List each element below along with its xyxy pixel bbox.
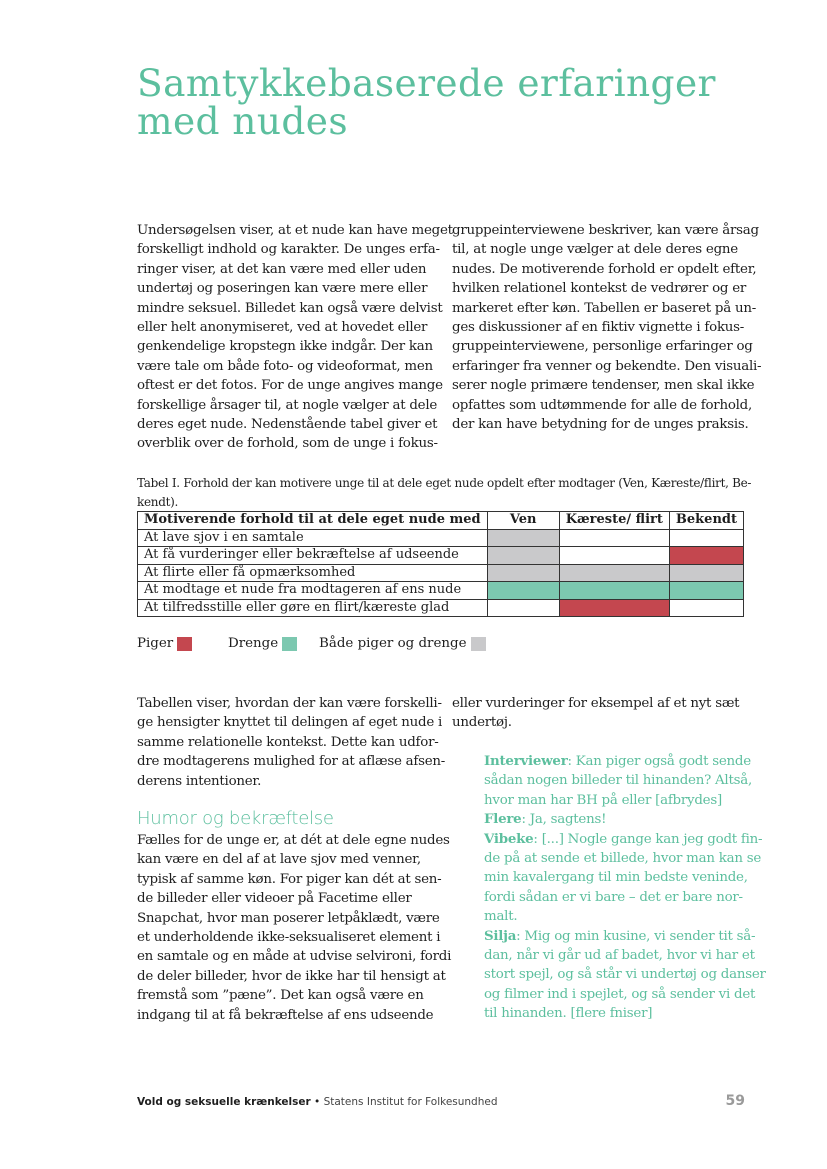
text-line: til, at nogle unge vælger at dele deres egne xyxy=(452,242,738,258)
legend-boys-swatch xyxy=(282,637,297,651)
table-caption xyxy=(137,474,752,512)
header-acquaintance: Bekendt xyxy=(669,512,743,530)
text-line: hvilken relationel kontekst de vedrører og er xyxy=(452,281,747,297)
factor-label: At lave sjov i en samtale xyxy=(138,529,488,547)
table-row xyxy=(138,599,744,617)
quote-text: hvor man har BH på eller [afbrydes] xyxy=(484,792,722,808)
text-line: gruppeinterviewene, personlige erfaringer og xyxy=(452,339,753,355)
text-line: ges diskussioner af en fiktiv vignette i fokus- xyxy=(452,320,745,336)
text-line: undertøj og poseringen kan være mere eller xyxy=(137,281,428,297)
legend-boys xyxy=(228,636,297,651)
text-line: et underholdende ikke-seksualiseret element i xyxy=(137,930,441,946)
text-line: fremstå som ”pæne”. Det kan også være en xyxy=(137,988,424,1004)
quote-line xyxy=(484,946,754,965)
section-subheading: Humor og bekræftelse xyxy=(137,808,334,830)
quote-text: Kan piger også godt sende xyxy=(575,754,751,769)
quote-line: Silja: Mig og min kusine, vi sender tit så- xyxy=(484,927,756,944)
legend-girls xyxy=(137,636,192,651)
quote-line xyxy=(484,888,754,907)
quote-line xyxy=(484,907,754,926)
quote-line xyxy=(484,791,754,810)
text-line: indgang til at få bekræftelse af ens udseende xyxy=(137,1007,434,1023)
table-row xyxy=(138,529,744,547)
category-cell xyxy=(559,529,669,547)
interview-quote xyxy=(484,752,766,1024)
caption-line: Tabel I. Forhold der kan motivere unge til at dele eget nude opdelt efter modtager (Ven, Kæreste/flirt, Be- xyxy=(137,476,752,490)
factor-label: At tilfredsstille eller gøre en flirt/kæreste glad xyxy=(138,599,488,617)
category-cell xyxy=(559,564,669,582)
text-line: serer nogle primære tendenser, men skal ikke xyxy=(452,378,755,394)
page-footer xyxy=(137,1094,745,1112)
text-line: erfaringer fra venner og bekendte. Den visuali- xyxy=(452,358,762,374)
text-line: derens intentioner. xyxy=(137,773,262,789)
category-cell xyxy=(559,582,669,600)
motivation-table xyxy=(137,511,744,617)
quote-text: fordi sådan er vi bare – det er bare nor- xyxy=(484,889,743,905)
caption-line: kendt). xyxy=(137,495,179,509)
table-row xyxy=(138,582,744,600)
category-cell xyxy=(669,529,743,547)
quote-line: Flere: Ja, sagtens! xyxy=(484,811,607,828)
text-line: der kan have betydning for de unges praksis. xyxy=(452,417,749,433)
quote-text: til hinanden. [flere fniser] xyxy=(484,1006,653,1022)
table-header-row xyxy=(138,512,744,530)
footer-organization: Statens Institut for Folkesundhed xyxy=(323,1096,498,1108)
footer-publication-title: Vold og seksuelle krænkelser xyxy=(137,1096,311,1108)
factor-label: At flirte eller få opmærksomhed xyxy=(138,564,488,582)
text-line: typisk af samme køn. For piger kan dét at sen- xyxy=(137,871,442,887)
category-cell xyxy=(559,547,669,565)
legend-girls-label: Piger xyxy=(137,636,174,651)
speaker-name: Silja xyxy=(484,927,517,944)
text-line: genkendelige kropstegn ikke indgår. Der kan xyxy=(137,339,433,355)
text-line: de deler billeder, hvor de ikke har til hensigt at xyxy=(137,968,446,984)
quote-line xyxy=(484,1004,754,1023)
text-line: Fælles for de unge er, at dét at dele egne nudes xyxy=(137,833,450,849)
legend-boys-label: Drenge xyxy=(228,636,279,651)
text-line: forskelligt indhold og karakter. De unges erfa- xyxy=(137,242,440,258)
text-line: Undersøgelsen viser, at et nude kan have meget xyxy=(137,223,453,238)
quote-text: malt. xyxy=(484,909,518,925)
category-cell xyxy=(487,547,559,565)
quote-text: dan, når vi går ud af badet, hvor vi har et xyxy=(484,948,755,964)
quote-line xyxy=(484,965,766,984)
category-cell xyxy=(669,582,743,600)
quote-line xyxy=(484,849,762,868)
body-left-paragraph xyxy=(137,694,446,791)
body-left-column xyxy=(137,694,452,1025)
quote-text: [...] Nogle gange kan jeg godt fin- xyxy=(541,831,763,847)
footer-separator: • xyxy=(310,1096,324,1108)
text-line: kan være en del af at lave sjov med venner, xyxy=(137,852,421,868)
text-line: ringer viser, at det kan være med eller uden xyxy=(137,261,427,277)
text-line: nudes. De motiverende forhold er opdelt efter, xyxy=(452,261,757,277)
title-line: Samtykkebaserede erfaringer xyxy=(137,61,716,105)
category-cell xyxy=(669,547,743,565)
category-cell xyxy=(559,599,669,617)
text-line: eller vurderinger for eksempel af et nyt sæt xyxy=(452,696,740,711)
text-line: være tale om både foto- og videoformat, men xyxy=(137,358,433,374)
text-line: Snapchat, hvor man poserer letpåklædt, være xyxy=(137,910,440,926)
category-cell xyxy=(669,599,743,617)
quote-text: min kavalergang til min bedste veninde, xyxy=(484,870,748,886)
footer-publication xyxy=(137,1096,498,1108)
quote-line xyxy=(484,868,754,887)
body-left-paragraph xyxy=(137,831,452,1025)
quote-text: Ja, sagtens! xyxy=(529,812,607,828)
body-right-paragraph xyxy=(452,694,744,733)
table-row xyxy=(138,547,744,565)
text-line: oftest er det fotos. For de unge angives mange xyxy=(137,378,443,394)
speaker-name: Vibeke xyxy=(484,830,534,847)
quote-line: Interviewer: Kan piger også godt sende xyxy=(484,753,751,769)
text-line: undertøj. xyxy=(452,715,512,731)
page-title xyxy=(137,61,777,143)
legend-both-label: Både piger og drenge xyxy=(319,636,467,651)
text-line: opfattes som udtømmende for alle de forhold, xyxy=(452,397,752,413)
header-factor: Motiverende forhold til at dele eget nude med xyxy=(138,512,488,530)
text-line: en samtale og en måde at udvise selvironi, fordi xyxy=(137,949,452,965)
quote-line: Vibeke: [...] Nogle gange kan jeg godt fin- xyxy=(484,830,763,847)
category-cell xyxy=(669,564,743,582)
quote-line xyxy=(484,771,754,790)
quote-text: stort spejl, og så står vi undertøj og danser xyxy=(484,967,766,983)
table-row xyxy=(138,564,744,582)
text-line: Tabellen viser, hvordan der kan være forskelli- xyxy=(137,696,442,711)
text-line: de billeder eller videoer på Facetime eller xyxy=(137,891,412,907)
factor-label: At modtage et nude fra modtageren af ens nude xyxy=(138,582,488,600)
text-line: eller helt anonymiseret, ved at hovedet eller xyxy=(137,320,428,336)
text-line: dre modtagerens mulighed for at aflæse afsen- xyxy=(137,754,446,770)
category-cell xyxy=(487,599,559,617)
legend-both xyxy=(319,636,486,651)
intro-left-column xyxy=(137,221,453,454)
quote-text: Mig og min kusine, vi sender tit så- xyxy=(524,928,756,944)
text-line: deres eget nude. Nedenstående tabel giver et xyxy=(137,417,438,433)
legend-girls-swatch xyxy=(177,637,192,651)
speaker-name: Interviewer xyxy=(484,753,568,769)
speaker-name: Flere xyxy=(484,811,522,828)
text-line: ge hensigter knyttet til delingen af eget nude i xyxy=(137,715,443,731)
quote-line xyxy=(484,985,754,1004)
page-number: 59 xyxy=(725,1093,745,1109)
text-line: markeret efter køn. Tabellen er baseret på un- xyxy=(452,300,756,316)
legend xyxy=(137,636,757,656)
title-line: med nudes xyxy=(137,99,349,143)
text-line: gruppeinterviewene beskriver, kan være årsag xyxy=(452,223,759,238)
text-line: forskellige årsager til, at nogle vælger at dele xyxy=(137,397,438,413)
factor-label: At få vurderinger eller bekræftelse af udseende xyxy=(138,547,488,565)
quote-text: og filmer ind i spejlet, og så sender vi det xyxy=(484,986,756,1002)
category-cell xyxy=(487,564,559,582)
category-cell xyxy=(487,529,559,547)
header-partner: Kæreste/ flirt xyxy=(559,512,669,530)
text-line: samme relationelle kontekst. Dette kan udfor- xyxy=(137,734,439,750)
header-friend: Ven xyxy=(487,512,559,530)
text-line: mindre seksuel. Billedet kan også være delvist xyxy=(137,300,443,316)
legend-both-swatch xyxy=(471,637,486,651)
category-cell xyxy=(487,582,559,600)
quote-text: sådan nogen billeder til hinanden? Altså, xyxy=(484,773,752,789)
intro-right-column xyxy=(452,221,762,434)
text-line: overblik over de forhold, som de unge i fokus- xyxy=(137,436,438,452)
quote-text: de på at sende et billede, hvor man kan se xyxy=(484,851,762,867)
